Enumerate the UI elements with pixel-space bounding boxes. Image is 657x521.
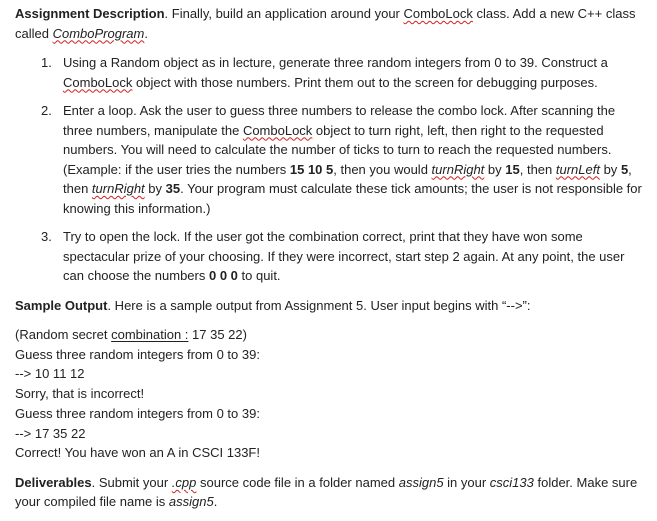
sample-input-line: --> 10 11 12 [15, 366, 85, 382]
class-name-combolock: ComboLock [403, 6, 473, 21]
method-turn-right: turnRight [431, 161, 485, 177]
text-run: by [484, 161, 506, 177]
text-run: (Random secret [15, 327, 112, 342]
method-turn-right: turnRight [91, 181, 145, 196]
file-extension: .cpp [171, 474, 197, 490]
program-name: ComboProgram [52, 25, 145, 41]
deliverables-heading: Deliverables [15, 474, 92, 490]
text-run: class. Add a new C++ class called [15, 6, 636, 41]
sample-wrong-line: Sorry, that is incorrect! [15, 386, 145, 402]
text-run: Enter a loop. Ask the user to guess three numbers to release the combo lock. After scanning the three numbers, manipulate the [63, 103, 616, 138]
text-run: . Your program must calculate these tick amounts; the user is not responsible for knowing this information.) [63, 181, 642, 216]
text-run: , then [63, 161, 632, 196]
text-run: object to turn right, left, then right to the requested numbers. You will need to calculate the number of ticks to turn to reach the requested numbers. (Example: if the user tries the numbers [63, 122, 612, 177]
assignment-heading: Assignment Description [15, 6, 165, 21]
text-run: 17 35 22) [188, 327, 247, 342]
compiled-file-name: assign5 [168, 494, 214, 510]
text-run: by [599, 161, 621, 177]
text-run: Try to open the lock. If the user got the combination correct, print that they have won some spectacular prize of your choosing. If they were incorrect, start step 2 again. At any point, the user can choose the numbers [63, 229, 625, 283]
tick-value: 5 [620, 161, 629, 177]
text-run: . Here is a sample output from Assignment 5. User input begins with “-->”: [107, 297, 531, 313]
step-2 [15, 101, 643, 218]
text-run: . [213, 494, 218, 510]
steps-list [15, 53, 643, 286]
sample-win-line: Correct! You have won an A in CSCI 133F! [15, 445, 260, 461]
sample-heading: Sample Output [15, 297, 108, 313]
text-run: to quit. [237, 268, 281, 283]
sample-prompt-line: Guess three random integers from 0 to 39: [15, 405, 260, 421]
class-name-combolock: ComboLock [63, 74, 133, 90]
tick-value: 15 [505, 161, 520, 177]
sample-prompt-line: Guess three random integers from 0 to 39: [15, 346, 260, 362]
text-run: . [144, 25, 148, 41]
text-run: . Finally, build an application around your [164, 6, 404, 21]
text-run: . Submit your [91, 474, 172, 490]
class-name-combolock: ComboLock [242, 122, 313, 138]
step-number: 1. [41, 55, 52, 70]
sample-secret-line [15, 325, 643, 345]
parent-folder-name: csci133 [489, 474, 534, 490]
text-run: by [144, 181, 166, 196]
text-run: folder. Make sure your compiled file name is [15, 474, 638, 510]
assignment-description-paragraph [15, 4, 643, 43]
step-3 [15, 227, 643, 286]
example-numbers: 15 10 5 [289, 161, 334, 177]
text-run: , then you would [333, 161, 432, 177]
sample-input-line: --> 17 35 22 [15, 425, 86, 441]
sample-output-paragraph [15, 296, 643, 316]
text-run: in your [443, 474, 490, 490]
combination-word: combination : [111, 327, 189, 342]
deliverables-paragraph [15, 473, 643, 512]
text-run: Using a Random object as in lecture, generate three random integers from 0 to 39. Construct a [63, 55, 608, 70]
quit-numbers: 0 0 0 [208, 268, 238, 283]
sample-output-block [15, 325, 643, 463]
text-run: , then [519, 161, 556, 177]
method-turn-left: turnLeft [555, 161, 600, 177]
step-1 [15, 53, 643, 92]
step-number: 3. [41, 229, 52, 244]
tick-value: 35 [165, 181, 181, 196]
step-number: 2. [41, 103, 52, 118]
text-run: object with those numbers. Print them out to the screen for debugging purposes. [132, 74, 598, 90]
folder-name: assign5 [398, 474, 444, 490]
text-run: source code file in a folder named [196, 474, 399, 490]
